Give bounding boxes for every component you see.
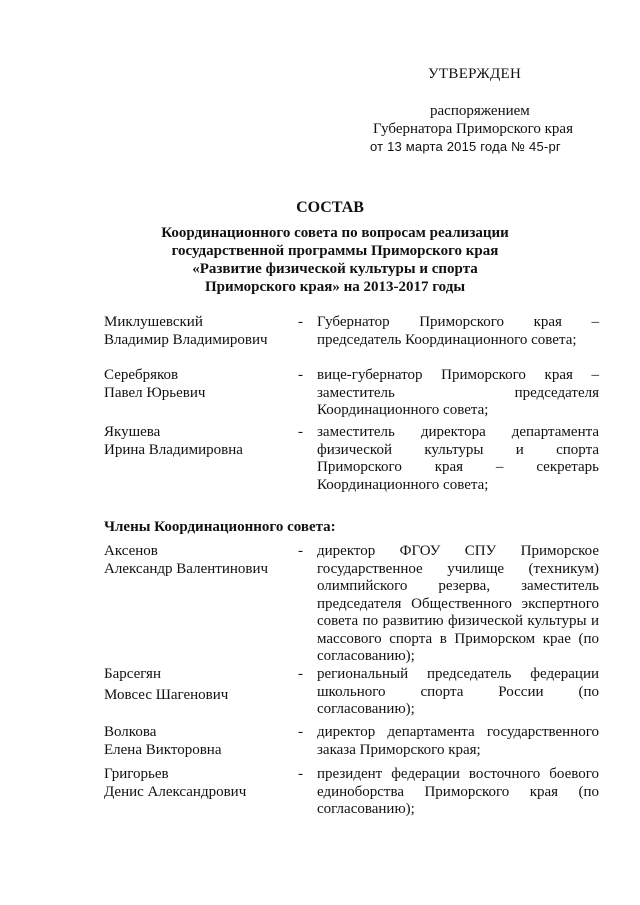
- member-name: [104, 367, 289, 402]
- position-line: Координационного совета;: [317, 476, 489, 493]
- position-line: вице-губернатор Приморского края –: [317, 367, 599, 383]
- document-subtitle-line: государственной программы Приморского края: [171, 243, 499, 259]
- row-dash: -: [298, 666, 303, 682]
- member-surname: Аксенов: [104, 543, 158, 559]
- member-position: [317, 724, 599, 759]
- member-surname: Барсегян: [104, 666, 161, 682]
- document-subtitle-line: «Развитие физической культуры и спорта: [192, 261, 478, 277]
- position-line: школьного спорта России (по: [317, 683, 599, 700]
- row-dash: -: [298, 367, 303, 383]
- member-name: [104, 724, 289, 759]
- member-position: [317, 424, 599, 494]
- member-surname: Якушева: [104, 424, 161, 440]
- member-position: [317, 543, 599, 666]
- member-position: [317, 766, 599, 819]
- position-line: единоборства Приморского края (по: [317, 783, 599, 800]
- member-given-names: Денис Александрович: [104, 783, 247, 800]
- position-line: согласованию);: [317, 648, 415, 664]
- document-title: СОСТАВ: [296, 199, 364, 216]
- position-line: согласованию);: [317, 701, 415, 717]
- member-name: [104, 424, 289, 459]
- member-given-names: Елена Викторовна: [104, 741, 222, 758]
- row-dash: -: [298, 314, 303, 330]
- approval-date-number-line: от 13 марта 2015 года № 45-рг: [370, 139, 561, 154]
- position-line: заместитель директора департамента: [317, 424, 599, 440]
- position-line: президент федерации восточного боевого: [317, 766, 599, 782]
- position-line: директор департамента государственного: [317, 724, 599, 740]
- member-given-names: Владимир Владимирович: [104, 331, 268, 348]
- member-given-names: Ирина Владимировна: [104, 441, 243, 458]
- member-name: [104, 543, 289, 578]
- position-line: Приморского края – секретарь: [317, 459, 599, 475]
- member-surname: Миклушевский: [104, 314, 203, 330]
- member-name: [104, 314, 289, 349]
- member-surname: Григорьев: [104, 766, 169, 782]
- member-position: [317, 367, 599, 420]
- position-line: физической культуры и спорта: [317, 441, 599, 458]
- row-dash: -: [298, 543, 303, 559]
- position-line: региональный председатель федерации: [317, 666, 599, 682]
- member-given-names: Павел Юрьевич: [104, 384, 206, 401]
- position-line: государственное училище (техникум): [317, 560, 599, 577]
- document-subtitle-line: Приморского края» на 2013-2017 годы: [204, 279, 466, 295]
- position-line: председателя Общественного экспертного: [317, 595, 599, 612]
- position-line: заместитель председателя: [317, 384, 599, 401]
- member-given-names: Александр Валентинович: [104, 560, 269, 577]
- member-surname: Волкова: [104, 724, 157, 740]
- member-surname: Серебряков: [104, 367, 179, 383]
- position-line: Губернатор Приморского края –: [317, 314, 599, 330]
- row-dash: -: [298, 766, 303, 782]
- position-line: директор ФГОУ СПУ Приморское: [317, 543, 599, 559]
- member-position: [317, 666, 599, 719]
- row-dash: -: [298, 724, 303, 740]
- document-subtitle-line: Координационного совета по вопросам реализации: [161, 225, 509, 241]
- member-position: [317, 314, 599, 349]
- position-line: Координационного совета;: [317, 402, 489, 418]
- approval-stamp-heading: УТВЕРЖДЕН: [428, 66, 522, 82]
- approval-order-line: распоряжением: [430, 103, 530, 119]
- position-line: председатель Координационного совета;: [317, 331, 577, 348]
- member-given-names: Мовсес Шагенович: [104, 686, 229, 703]
- member-name: [104, 766, 289, 801]
- position-line: заказа Приморского края;: [317, 741, 481, 758]
- row-dash: -: [298, 424, 303, 440]
- position-line: совета по развитию физической культуры и: [317, 613, 599, 629]
- position-line: согласованию);: [317, 801, 415, 817]
- members-section-heading: Члены Координационного совета:: [104, 519, 336, 535]
- position-line: олимпийского резерва, заместитель: [317, 578, 599, 594]
- position-line: массового спорта в Приморском крае (по: [317, 630, 599, 647]
- approval-authority-line: Губернатора Приморского края: [373, 121, 573, 137]
- member-name: [104, 666, 289, 704]
